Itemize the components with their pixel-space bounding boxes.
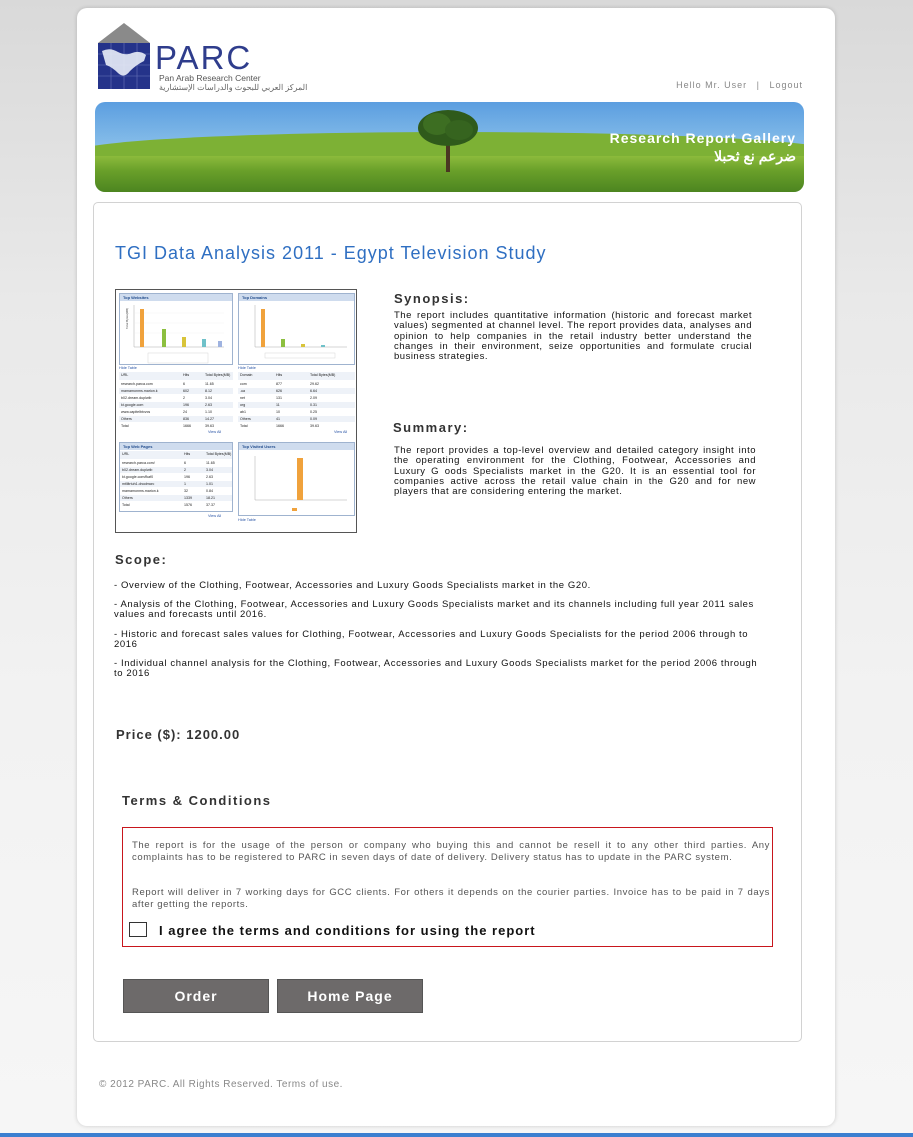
thumb-table-row: mamamonms.marion.k 602 8.12 [119,388,233,394]
thumb-panel-title: Top Web Pages [123,444,153,449]
tree-icon [413,106,483,174]
thumb-view-all-1: View All [208,430,222,434]
synopsis-text: The report includes quantitative information (historic and forecast market values) segmented at channel level. The report provides data, analyses and opinion to help companies in the retail industry better understand the changes in their environment, seize opportunities and formulate crucial business strategies. [394,310,752,363]
thumb-table-row: com 877 29.62 [240,382,319,386]
thumb-panel-top-domains [238,293,355,365]
thumb-bar-chart-2 [243,303,351,365]
logout-link[interactable]: Logout [769,80,803,90]
page-card [77,8,835,1126]
thumb-panel-top-websites [119,293,233,365]
thumb-table-row: research.parca.com/ 6 11.65 [122,461,215,465]
thumb-table-2: Domain Hits Total Bytes(MB) com 877 29.62 .ua 626 6.64 net 131 2.09 org 11 0.31 ab1 10 0.25 Others 41 0.09 Total 1666 39.63 [238,372,355,438]
footer-copyright: © 2012 PARC. All Rights Reserved. Terms of use. [99,1079,343,1090]
thumb-hide-table-2: Hide Table [238,366,256,370]
thumb-table-row: research.parca.com 6 11.65 [121,382,214,386]
thumb-panel-top-visited-users [238,442,355,516]
report-content [93,202,802,1042]
scope-item: - Historic and forecast sales values for Clothing, Footwear, Accessories and Luxury Goods Specialists for the period 2006 through to 2016 [114,628,749,650]
thumb-bar-chart-4 [243,452,351,514]
agree-checkbox[interactable] [129,922,147,937]
logo-map-icon [96,21,156,91]
thumb-table-row: .ua 626 6.64 [238,388,355,394]
thumb-hide-table-1: Hide Table [119,366,137,370]
thumb-view-all-3: View All [208,514,222,518]
summary-heading: Summary: [393,420,469,435]
brand-name: PARC [155,39,253,76]
thumb-panel-title: Top Websites [123,295,149,300]
link-separator: | [756,80,760,90]
terms-paragraph-2: Report will deliver in 7 working days for GCC clients. For others it depends on the courier parties. Invoice has to be paid in 7 days after getting the reports. [132,887,770,910]
price: Price ($): 1200.00 [116,727,241,742]
thumb-table-row: b02.dream.duplwib 2 3.04 [120,467,232,473]
thumb-table-row: Total 1666 39.63 [121,424,214,428]
banner [95,102,804,192]
thumb-panel-title: Top Domains [242,295,268,300]
terms-box [122,827,773,947]
thumb-table-row: kt.google.com/fkaf0 196 2.63 [122,475,213,479]
banner-title: Research Report Gallery [609,130,796,146]
user-links [676,80,803,90]
thumb-panel-title: Top Visited Users [242,444,276,449]
thumb-table-row: Total 1576 37.37 [122,503,215,507]
thumb-table-row: b02.dream.duplwib 2 3.04 [121,396,212,400]
thumb-table-row: Total 1666 39.63 [240,424,319,428]
thumb-table-row: mamamonms.marion.k 32 0.84 [122,489,213,493]
scope-item: - Individual channel analysis for the Clothing, Footwear, Accessories and Luxury Goods Specialists market for the period 2006 through to 2016 [114,658,758,680]
scope-item: - Analysis of the Clothing, Footwear, Accessories and Luxury Goods Specialists market and its channels including full year 2011 sales values and forecasts until 2016. [114,599,754,621]
thumb-table-row: net 131 2.09 [240,396,317,400]
thumb-table-row: Others 836 14.27 [119,416,233,422]
terms-heading: Terms & Conditions [122,793,272,808]
bottom-bar [0,1133,913,1137]
agree-label[interactable]: I agree the terms and conditions for using the report [159,923,536,938]
thumb-table-row: mtliltrtuh1.dnodmcrc 1 1.01 [120,481,232,487]
thumb-table-row: Others 1339 18.21 [120,495,232,501]
home-page-button[interactable]: Home Page [277,979,423,1013]
scope-list [114,581,764,688]
report-title: TGI Data Analysis 2011 - Egypt Television Study [115,243,547,263]
brand-subtitle-arabic: المركز العربي للبحوث والدراسات الإستشارية [159,83,308,92]
banner-subtitle: ضرعم نع ثحبلا [714,148,796,164]
synopsis-heading: Synopsis: [394,291,470,306]
thumb-axis-label: Total Bytes(MB) [125,307,129,329]
user-greeting: Hello Mr. User [676,80,748,90]
thumb-table-row: kt.google.com 196 2.63 [119,402,233,408]
scope-item: - Overview of the Clothing, Footwear, Accessories and Luxury Goods Specialists market in the G20. [114,580,591,591]
scope-heading: Scope: [115,552,168,567]
thumb-table-row: org 11 0.31 [238,402,355,408]
summary-text: The report provides a top-level overview and detailed category insight into the operating environment for the Clothing, Footwear, Accessories and Luxury G oods Specialists market in the G20. It is an essential tool for companies active across the retail value chain in the G20 and for new players that are considering entering the market. [394,445,756,498]
report-thumbnail[interactable] [115,289,357,533]
thumb-table-row: ab1 10 0.25 [240,410,317,414]
thumb-table-row: Others 41 0.09 [238,416,355,422]
thumb-table-1: URL Hits Total Bytes(MB) research.parca.com 6 11.65 mamamonms.marion.k 602 8.12 b02.dream.duplwib 2 3.04 kt.google.com 196 2.63 www.capitelbtvvcs 24 1.10 Others 836 14.27 Total 1666 39.63 [119,372,233,438]
brand-subtitle: Pan Arab Research Center [159,73,261,83]
thumb-table-row: www.capitelbtvvcs 24 1.10 [121,410,212,414]
parc-logo[interactable] [96,21,308,101]
order-button[interactable]: Order [123,979,269,1013]
thumb-view-all-2: View All [334,430,348,434]
thumb-table-3: URL Hits Total Bytes(MB) research.parca.com/ 6 11.65 b02.dream.duplwib 2 3.04 kt.google.com/fkaf0 196 2.63 mtliltrtuh1.dnodmcrc 1 1.01 mamamonms.marion.k 32 0.84 Others 1339 18.21 Total 1576 37.37 [122,452,232,507]
thumb-panel-top-web-pages [119,442,233,512]
thumb-bar-chart-1 [124,303,230,365]
terms-paragraph-1: The report is for the usage of the person or company who buying this and cannot be resell it to any other third parties. Any complaints has to be registered to PARC in seven days of date of delivery. Delivery status has to update in the PARC system. [132,840,770,863]
thumb-hide-table-4: Hide Table [238,518,256,522]
